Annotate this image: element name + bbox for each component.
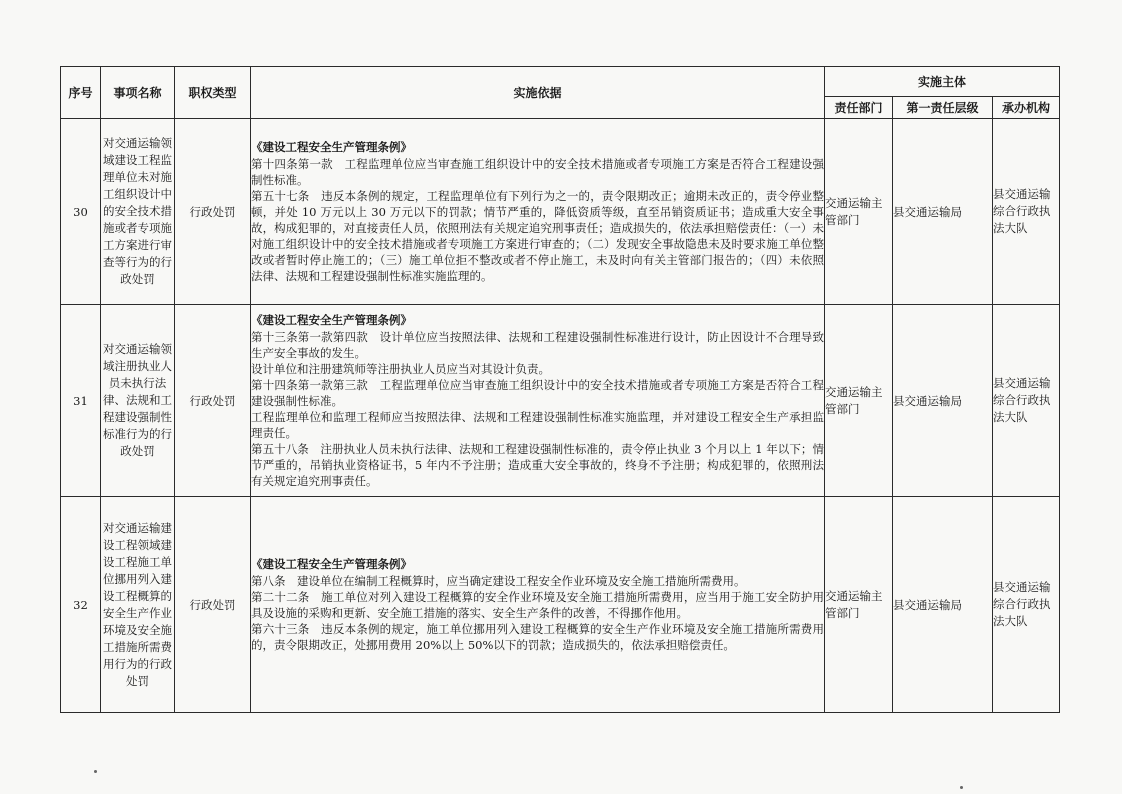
header-name: 事项名称 bbox=[101, 67, 175, 119]
header-org: 承办机构 bbox=[993, 97, 1060, 119]
table-row bbox=[61, 497, 1060, 713]
row-no: 31 bbox=[61, 305, 101, 497]
authority-type: 行政处罚 bbox=[175, 497, 251, 713]
legal-basis bbox=[251, 497, 825, 713]
authority-type: 行政处罚 bbox=[175, 119, 251, 305]
law-title: 《建设工程安全生产管理条例》 bbox=[251, 140, 412, 154]
basis-paragraph: 工程监理单位和监理工程师应当按照法律、法规和工程建设强制性标准实施监理，并对建设工程安全生产承担监理责任。 bbox=[251, 410, 824, 440]
executing-org: 县交通运输综合行政执法大队 bbox=[993, 305, 1060, 497]
basis-paragraph: 第十三条第一款第四款 设计单位应当按照法律、法规和工程建设强制性标准进行设计，防止因设计不合理导致生产安全事故的发生。 bbox=[251, 330, 824, 360]
header-type: 职权类型 bbox=[175, 67, 251, 119]
item-name: 对交通运输领域建设工程监理单位未对施工组织设计中的安全技术措施或者专项施工方案进行审查等行为的行政处罚 bbox=[101, 119, 175, 305]
basis-paragraph: 第十四条第一款 工程监理单位应当审查施工组织设计中的安全技术措施或者专项施工方案是否符合工程建设强制性标准。 bbox=[251, 157, 824, 187]
header-basis: 实施依据 bbox=[251, 67, 825, 119]
basis-paragraph: 第二十二条 施工单位对列入建设工程概算的安全作业环境及安全施工措施所需费用，应当用于施工安全防护用具及设施的采购和更新、安全施工措施的落实、安全生产条件的改善，不得挪作他用。 bbox=[251, 590, 824, 620]
basis-paragraph: 第五十七条 违反本条例的规定，工程监理单位有下列行为之一的，责令限期改正；逾期未改正的，责令停业整顿，并处 10 万元以上 30 万元以下的罚款；情节严重的，降低资质等级，直至吊销资质证书；造成重大安全事故，构成犯罪的，对直接责任人员，依照刑法有关规定追究刑事责任；造成损失的，依法承担赔偿责任：（一）未对施工组织设计中的安全技术措施或者专项施工方案进行审查的；（二）发现安全事故隐患未及时要求施工单位整改或者暂时停止施工的；（三）施工单位拒不整改或者不停止施工，未及时向有关主管部门报告的；（四）未依照法律、法规和工程建设强制性标准实施监理的。 bbox=[251, 189, 824, 283]
first-level: 县交通运输局 bbox=[893, 305, 993, 497]
legal-basis bbox=[251, 305, 825, 497]
first-level: 县交通运输局 bbox=[893, 119, 993, 305]
header-subject: 实施主体 bbox=[825, 67, 1060, 97]
item-name: 对交通运输领域注册执业人员未执行法律、法规和工程建设强制性标准行为的行政处罚 bbox=[101, 305, 175, 497]
scan-speck bbox=[94, 770, 97, 773]
executing-org: 县交通运输综合行政执法大队 bbox=[993, 119, 1060, 305]
authority-table bbox=[60, 66, 1060, 713]
basis-paragraph: 第五十八条 注册执业人员未执行法律、法规和工程建设强制性标准的，责令停止执业 3 个月以上 1 年以下；情节严重的，吊销执业资格证书，5 年内不予注册；造成重大安全事故的，终身不予注册；构成犯罪的，依照刑法有关规定追究刑事责任。 bbox=[251, 442, 824, 488]
authority-type: 行政处罚 bbox=[175, 305, 251, 497]
header-no: 序号 bbox=[61, 67, 101, 119]
table-row bbox=[61, 119, 1060, 305]
row-no: 32 bbox=[61, 497, 101, 713]
basis-paragraph: 第八条 建设单位在编制工程概算时，应当确定建设工程安全作业环境及安全施工措施所需费用。 bbox=[251, 574, 746, 588]
table-row bbox=[61, 305, 1060, 497]
executing-org: 县交通运输综合行政执法大队 bbox=[993, 497, 1060, 713]
basis-paragraph: 第六十三条 违反本条例的规定，施工单位挪用列入建设工程概算的安全生产作业环境及安全施工措施所需费用的，责令限期改正，处挪用费用 20%以上 50%以下的罚款；造成损失的，依法承担赔偿责任。 bbox=[251, 622, 824, 652]
scan-speck bbox=[960, 786, 963, 789]
responsible-dept: 交通运输主管部门 bbox=[825, 497, 893, 713]
responsible-dept: 交通运输主管部门 bbox=[825, 119, 893, 305]
basis-paragraph: 设计单位和注册建筑师等注册执业人员应当对其设计负责。 bbox=[251, 362, 550, 376]
responsible-dept: 交通运输主管部门 bbox=[825, 305, 893, 497]
law-title: 《建设工程安全生产管理条例》 bbox=[251, 557, 412, 571]
first-level: 县交通运输局 bbox=[893, 497, 993, 713]
legal-basis bbox=[251, 119, 825, 305]
basis-paragraph: 第十四条第一款第三款 工程监理单位应当审查施工组织设计中的安全技术措施或者专项施工方案是否符合工程建设强制性标准。 bbox=[251, 378, 824, 408]
header-dept: 责任部门 bbox=[825, 97, 893, 119]
header-level: 第一责任层级 bbox=[893, 97, 993, 119]
row-no: 30 bbox=[61, 119, 101, 305]
item-name: 对交通运输建设工程领域建设工程施工单位挪用列入建设工程概算的安全生产作业环境及安全施工措施所需费用行为的行政处罚 bbox=[101, 497, 175, 713]
law-title: 《建设工程安全生产管理条例》 bbox=[251, 313, 412, 327]
